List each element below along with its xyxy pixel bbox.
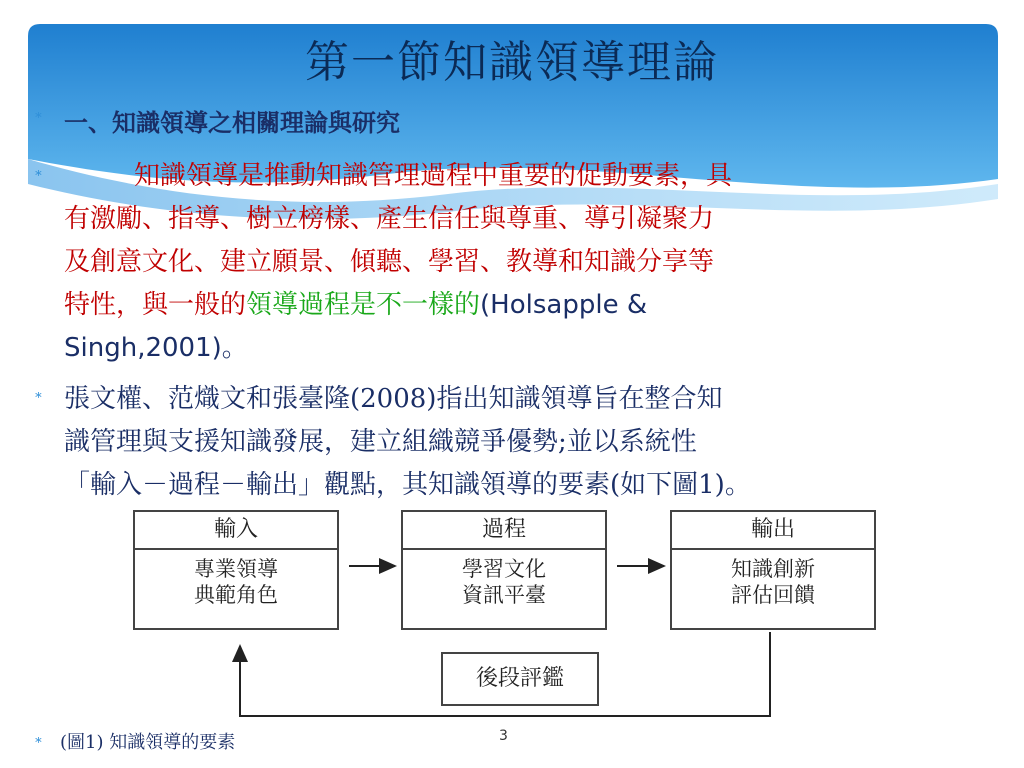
page-number: 3	[499, 728, 508, 744]
bullet-icon: ∗	[34, 108, 43, 123]
para1-line4-red: 特性，與一般的	[64, 290, 247, 320]
input-head: 輸入	[135, 512, 337, 550]
para1-line4-citation: (Holsapple &	[480, 290, 648, 320]
input-item: 專業領導	[194, 557, 278, 581]
output-item: 評估回饋	[731, 583, 815, 607]
output-item: 知識創新	[731, 557, 815, 581]
para2-line3: 「輸入－過程－輸出」觀點，其知識領導的要素(如下圖1)。	[64, 470, 751, 500]
bullet-icon: ∗	[34, 388, 43, 403]
feedback-box: 後段評鑑	[441, 652, 599, 706]
bullet-icon: ∗	[34, 166, 43, 181]
para1-line2: 有激勵、指導、樹立榜樣、產生信任與尊重、導引凝聚力	[64, 204, 715, 234]
para1-line3: 及創意文化、建立願景、傾聽、學習、教導和知識分享等	[64, 247, 715, 277]
process-head: 過程	[403, 512, 605, 550]
figure-caption: (圖1) 知識領導的要素	[60, 732, 236, 753]
bullet-icon: ∗	[34, 733, 43, 748]
para1-line5: Singh,2001)。	[64, 333, 248, 363]
para2-line1: 張文權、范熾文和張臺隆(2008)指出知識領導旨在整合知	[64, 384, 723, 414]
para1-line4-green: 領導過程是不一樣的	[246, 290, 481, 320]
subheading: 一、知識領導之相關理論與研究	[64, 108, 400, 137]
input-item: 典範角色	[194, 583, 278, 607]
para1-line1: 知識領導是推動知識管理過程中重要的促動要素，具	[134, 161, 733, 191]
process-item: 資訊平臺	[462, 583, 546, 607]
para2-line2: 識管理與支援知識發展，建立組織競爭優勢;並以系統性	[64, 427, 697, 457]
slide-title: 第一節知識領導理論	[305, 37, 719, 88]
process-item: 學習文化	[462, 557, 546, 581]
output-head: 輸出	[672, 512, 874, 550]
